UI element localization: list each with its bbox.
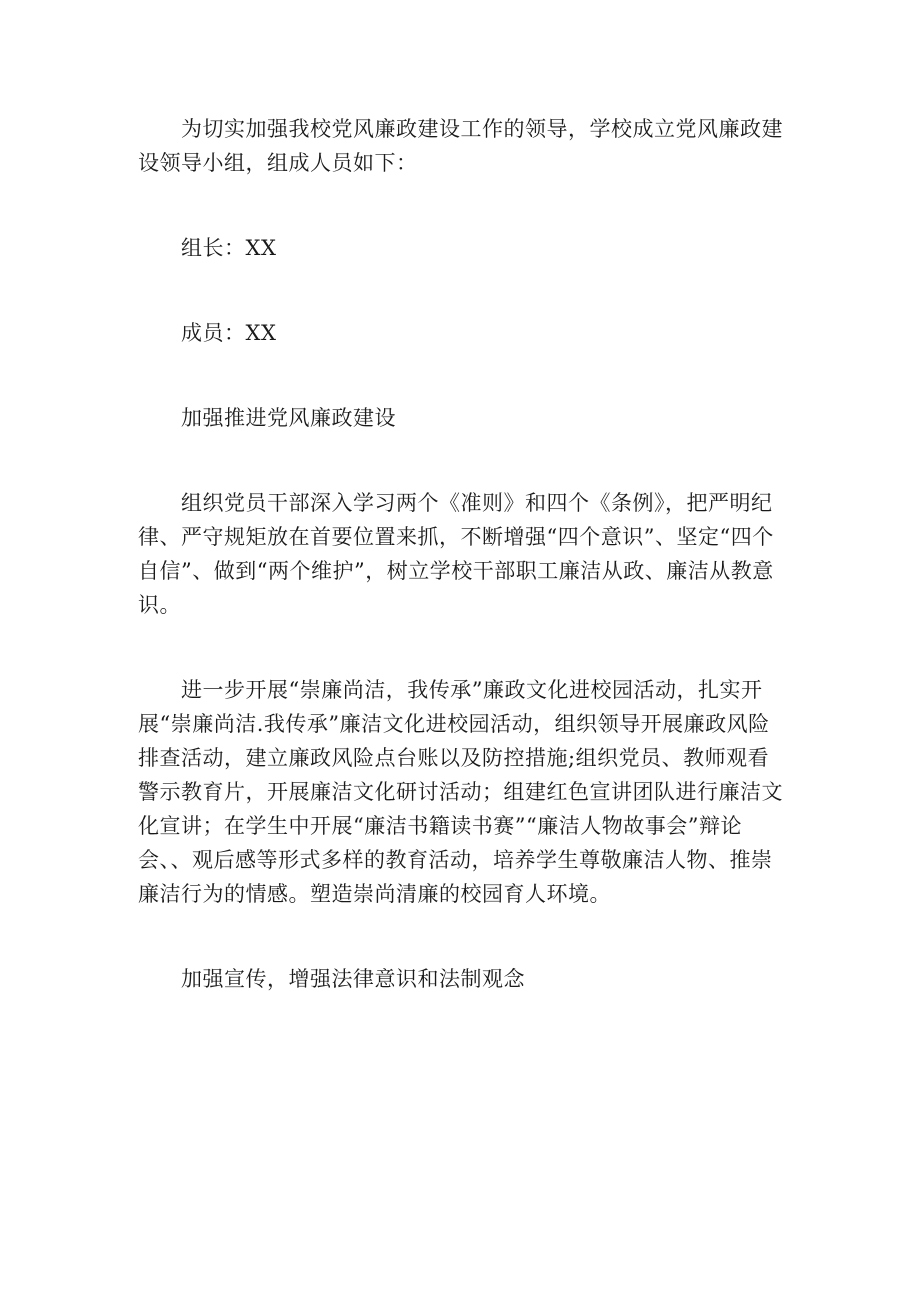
group-members-line: 成员：XX (181, 321, 277, 345)
integrity-culture-paragraph: 进一步开展“崇廉尚洁，我传承”廉政文化进校园活动，扎实开展“崇廉尚洁.我传承”廉洁文化进校园活动，组织领导开展廉政风险排查活动，建立廉政风险点台账以及防控措施;组织党员、教师观看警示教育片，开展廉洁文化研讨活动；组建红色宣讲团队进行廉洁文化宣讲；在学生中开展“廉洁书籍读书赛”“廉洁人物故事会”辩论会、、观后感等形式多样的教育活动，培养学生尊敬廉洁人物、推崇廉洁行为的情感。塑造崇尚清廉的校园育人环境。 (138, 678, 783, 906)
study-regulations-paragraph: 组织党员干部深入学习两个《准则》和四个《条例》，把严明纪律、严守规矩放在首要位置来抓，不断增强“四个意识”、坚定“四个自信”、做到“两个维护”，树立学校干部职工廉洁从政、廉洁从教意识。 (138, 491, 774, 617)
section-heading-legal-awareness: 加强宣传，增强法律意识和法制观念 (181, 967, 525, 991)
group-leader-line: 组长：XX (181, 236, 277, 260)
intro-paragraph: 为切实加强我校党风廉政建设工作的领导，学校成立党风廉政建设领导小组，组成人员如下： (138, 117, 783, 175)
section-heading-party-conduct: 加强推进党风廉政建设 (181, 406, 396, 430)
